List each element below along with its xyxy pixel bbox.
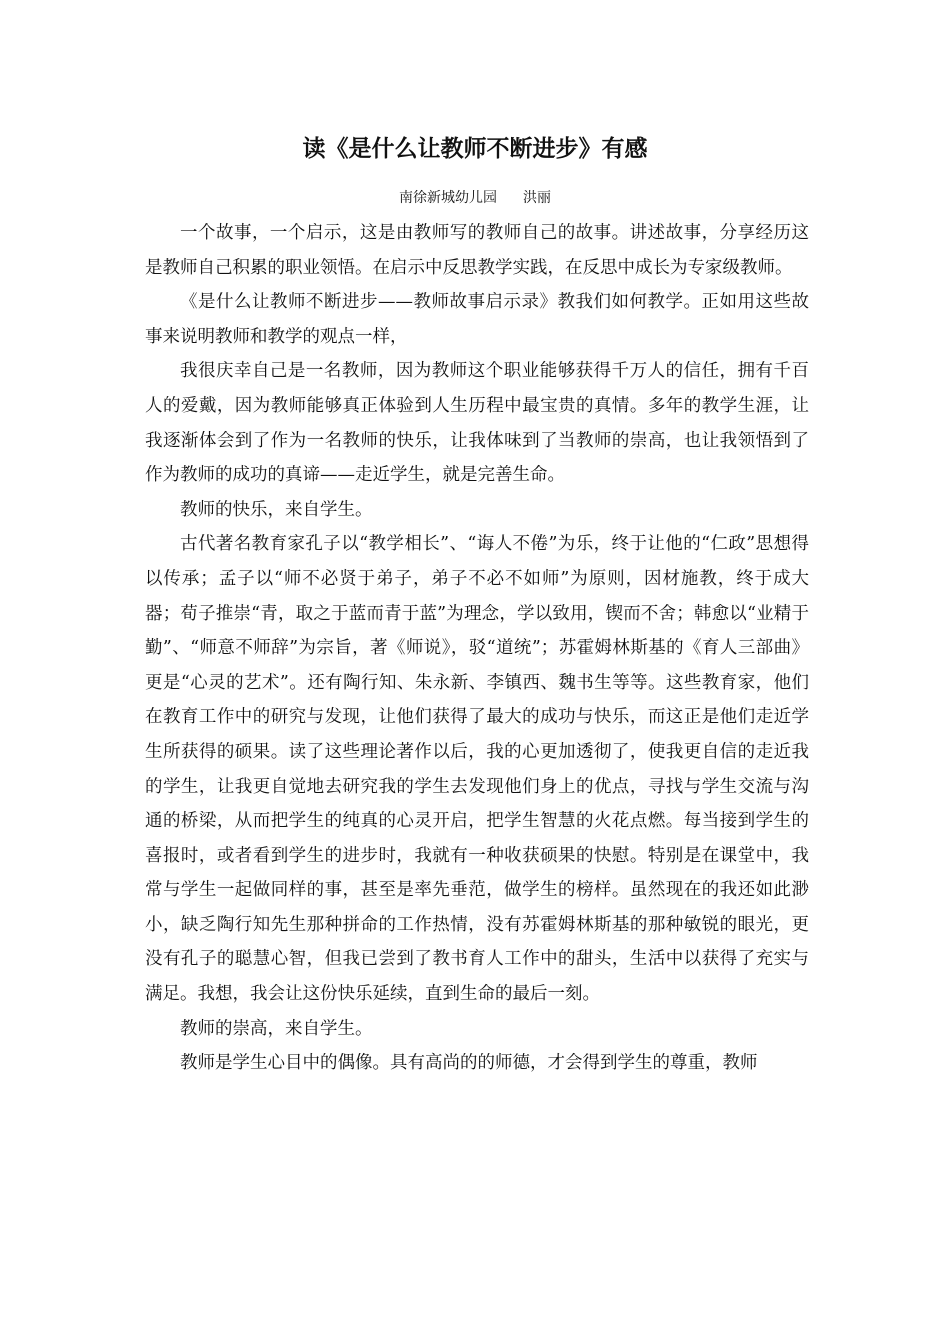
paragraph: 教师是学生心目中的偶像。具有高尚的的师德，才会得到学生的尊重，教师 (180, 1053, 758, 1074)
paragraph: 我很庆幸自己是一名教师，因为教师这个职业能够获得千万人的信任，拥有千百人的爱戴，因为教师能够真正体验到人生历程中最宝贵的真情。多年的教学生涯，让我逐渐体会到了作为一名教师的快乐，让我体味到了当教师的崇高，也让我领悟到了作为教师的成功的真谛——走近学生，就是完善生命。 (145, 361, 809, 486)
paragraph: 古代著名教育家孔子以“教学相长”、“诲人不倦”为乐，终于让他的“仁政”思想得以传承；孟子以“师不必贤于弟子，弟子不必不如师”为原则，因材施教，终于成大器；荀子推崇“青，取之于蓝而青于蓝”为理念，学以致用，锲而不舍；韩愈以“业精于勤”、“师意不师辞”为宗旨，著《师说》，驳“道统”；苏霍姆林斯基的《育人三部曲》更是“心灵的艺术”。还有陶行知、朱永新、李镇西、魏书生等等。这些教育家，他们在教育工作中的研究与发现，让他们获得了最大的成功与快乐，而这正是他们走近学生所获得的硕果。读了这些理论著作以后，我的心更加透彻了，使我更自信的走近我的学生，让我更自觉地去研究我的学生去发现他们身上的优点，寻找与学生交流与沟通的桥梁，从而把学生的纯真的心灵开启，把学生智慧的火花点燃。每当接到学生的喜报时，或者看到学生的进步时，我就有一种收获硕果的快慰。特别是在课堂中，我常与学生一起做同样的事，甚至是率先垂范，做学生的榜样。虽然现在的我还如此渺小，缺乏陶行知先生那种拼命的工作热情，没有苏霍姆林斯基的那种敏锐的眼光，更没有孔子的聪慧心智，但我已尝到了教书育人工作中的甜头，生活中以获得了充实与满足。我想，我会让这份快乐延续，直到生命的最后一刻。 (145, 534, 809, 1005)
byline-author: 洪丽 (523, 190, 551, 206)
paragraph: 一个故事，一个启示，这是由教师写的教师自己的故事。讲述故事，分享经历这是教师自己积累的职业领悟。在启示中反思教学实践，在反思中成长为专家级教师。 (145, 223, 809, 278)
paragraph: 教师的快乐，来自学生。 (180, 499, 373, 520)
paragraph: 《是什么让教师不断进步——教师故事启示录》教我们如何教学。正如用这些故事来说明教师和教学的观点一样， (145, 292, 809, 347)
article-body (145, 216, 809, 1081)
paragraph: 教师的崇高，来自学生。 (180, 1018, 373, 1039)
document-title: 读《是什么让教师不断进步》有感 (302, 136, 648, 162)
byline-school: 南徐新城幼儿园 (399, 190, 497, 206)
byline (145, 186, 805, 210)
